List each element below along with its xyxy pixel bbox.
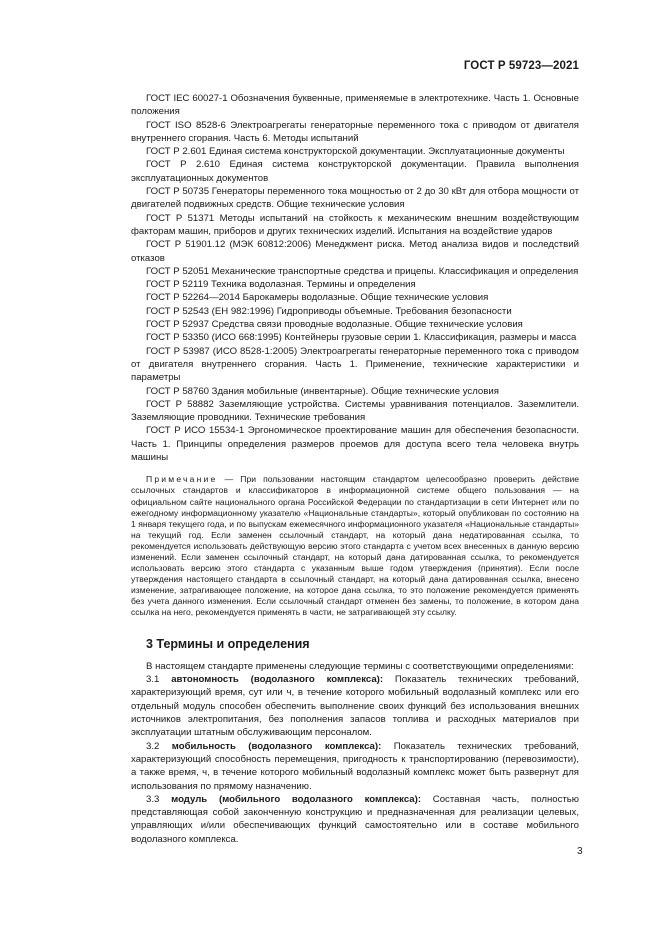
- reference-item: ГОСТ Р 52264—2014 Барокамеры водолазные. Общие технические условия: [146, 292, 489, 304]
- term-name: мобильность (водолазного комплекса):: [171, 740, 382, 752]
- term-definition: Составная часть, полностью представляющая собой законченную конструкцию и предназначенная для реализации целевых, управляющих и/или обеспечивающих функций самостоятельно или в составе мобильного водолазного комплекса.: [131, 793, 579, 845]
- reference-item: ГОСТ IEC 60027-1 Обозначения буквенные, применяемые в электротехнике. Часть 1. Основные положения: [131, 93, 579, 118]
- note-paragraph: [131, 474, 579, 618]
- term-number: 3.3: [146, 793, 160, 805]
- reference-item: ГОСТ Р 2.610 Единая система конструкторской документации. Правила выполнения эксплуатационных документов: [131, 159, 579, 184]
- section-title: 3 Термины и определения: [146, 636, 310, 651]
- reference-item: ГОСТ Р ИСО 15534-1 Эргономическое проектирование машин для обеспечения безопасности. Часть 1. Принципы определения размеров проемов для доступа всего тела человека внутрь машины: [131, 425, 579, 464]
- reference-item: ГОСТ Р 53350 (ИСО 668:1995) Контейнеры грузовые серии 1. Классификация, размеры и масса: [146, 332, 577, 344]
- note-label: Примечание: [146, 474, 218, 485]
- document-header-id: ГОСТ Р 59723—2021: [463, 60, 579, 72]
- term-entry: [131, 793, 579, 846]
- note-block: [131, 474, 579, 618]
- reference-item: ГОСТ Р 52051 Механические транспортные средства и прицепы. Классификация и определения: [146, 265, 579, 277]
- term-entry: [131, 740, 579, 793]
- normative-references-list: [131, 92, 579, 464]
- reference-item: ГОСТ Р 52937 Средства связи проводные водолазные. Общие технические условия: [146, 319, 523, 331]
- section-intro: В настоящем стандарте применены следующие термины с соответствующими определениями:: [146, 660, 574, 672]
- term-name: модуль (мобильного водолазного комплекса):: [171, 793, 422, 805]
- page-number: 3: [577, 846, 583, 857]
- reference-item: ГОСТ Р 50735 Генераторы переменного тока мощностью от 2 до 30 кВт для отбора мощности от двигателей подвижных средств. Общие технические условия: [131, 186, 579, 211]
- term-number: 3.2: [146, 740, 160, 752]
- reference-item: ГОСТ Р 58882 Заземляющие устройства. Системы уравнивания потенциалов. Заземлители. Заземляющие проводники. Технические требования: [131, 398, 579, 424]
- note-text: — При пользовании настоящим стандартом целесообразно проверить действие ссылочных стандартов и классификаторов в информационной системе общего пользования — на официальном сайте национального органа Российской Федерации по стандартизации в сети Интернет или по ежегодному информационному указателю «Национальные стандарты», который опубликован по состоянию на 1 января текущего года, и по выпускам ежемесячного информационного указателя «Национальные стандарты» на текущий год. Если заменен ссылочный стандарт, на который дана недатированная ссылка, то рекомендуется использовать действующую версию этого стандарта с учетом всех внесенных в данную версию изменений. Если заменен ссылочный стандарт, на который дана датированная ссылка, то рекомендуется использовать версию этого стандарта с указанным выше годом утверждения (принятия). Если после утверждения настоящего стандарта в ссылочный стандарт, на который дана датированная ссылка, внесено изменение, затрагивающее положение, на которое дана ссылка, то это положение рекомендуется применять без учета данного изменения. Если ссылочный стандарт отменен без замены, то положение, в котором дана ссылка на него, рекомендуется применять в части, не затрагивающей эту ссылку.: [131, 474, 579, 618]
- reference-item: ГОСТ Р 53987 (ИСО 8528-1:2005) Электроагрегаты генераторные переменного тока с приводом от двигателя внутреннего сгорания. Часть 1. Применение, технические характеристики и параметры: [131, 345, 579, 384]
- reference-item: ГОСТ Р 51901.12 (МЭК 60812:2006) Менеджмент риска. Метод анализа видов и последствий отказов: [131, 239, 579, 264]
- term-number: 3.1: [146, 674, 160, 686]
- reference-item: ГОСТ Р 2.601 Единая система конструкторской документации. Эксплуатационные документы: [146, 146, 565, 158]
- term-entry: [131, 673, 579, 739]
- reference-item: ГОСТ ISO 8528-6 Электроагрегаты генераторные переменного тока с приводом от двигателя внутреннего сгорания. Часть 6. Методы испытаний: [131, 119, 579, 144]
- term-name: автономность (водолазного комплекса):: [171, 674, 384, 686]
- reference-item: ГОСТ Р 51371 Методы испытаний на стойкость к механическим внешним воздействующим факторам машин, приборов и других технических изделий. Испытания на воздействие ударов: [131, 212, 579, 237]
- reference-item: ГОСТ Р 58760 Здания мобильные (инвентарные). Общие технические условия: [146, 385, 499, 397]
- term-definition: Показатель технических требований, характеризующий время, сут или ч, в течение которого мобильный водолазный комплекс или его отдельный модуль способен обеспечить выполнение своих функций без использования внешних источников электропитания, без пополнения запасов топлива и расходных материалов при эксплуатации штатным обслуживающим персоналом.: [131, 674, 579, 739]
- document-body: [131, 92, 579, 846]
- reference-item: ГОСТ Р 52543 (ЕН 982:1996) Гидроприводы объемные. Требования безопасности: [146, 305, 512, 317]
- terms-list: [131, 660, 579, 846]
- reference-item: ГОСТ Р 52119 Техника водолазная. Термины и определения: [146, 279, 416, 291]
- term-definition: Показатель технических требований, характеризующий способность перемещения, пригодность к транспортированию (перевозимости), а также время, ч, в течение которого мобильный водолазный комплекс может быть развернут для использования по прямому назначению.: [131, 740, 579, 792]
